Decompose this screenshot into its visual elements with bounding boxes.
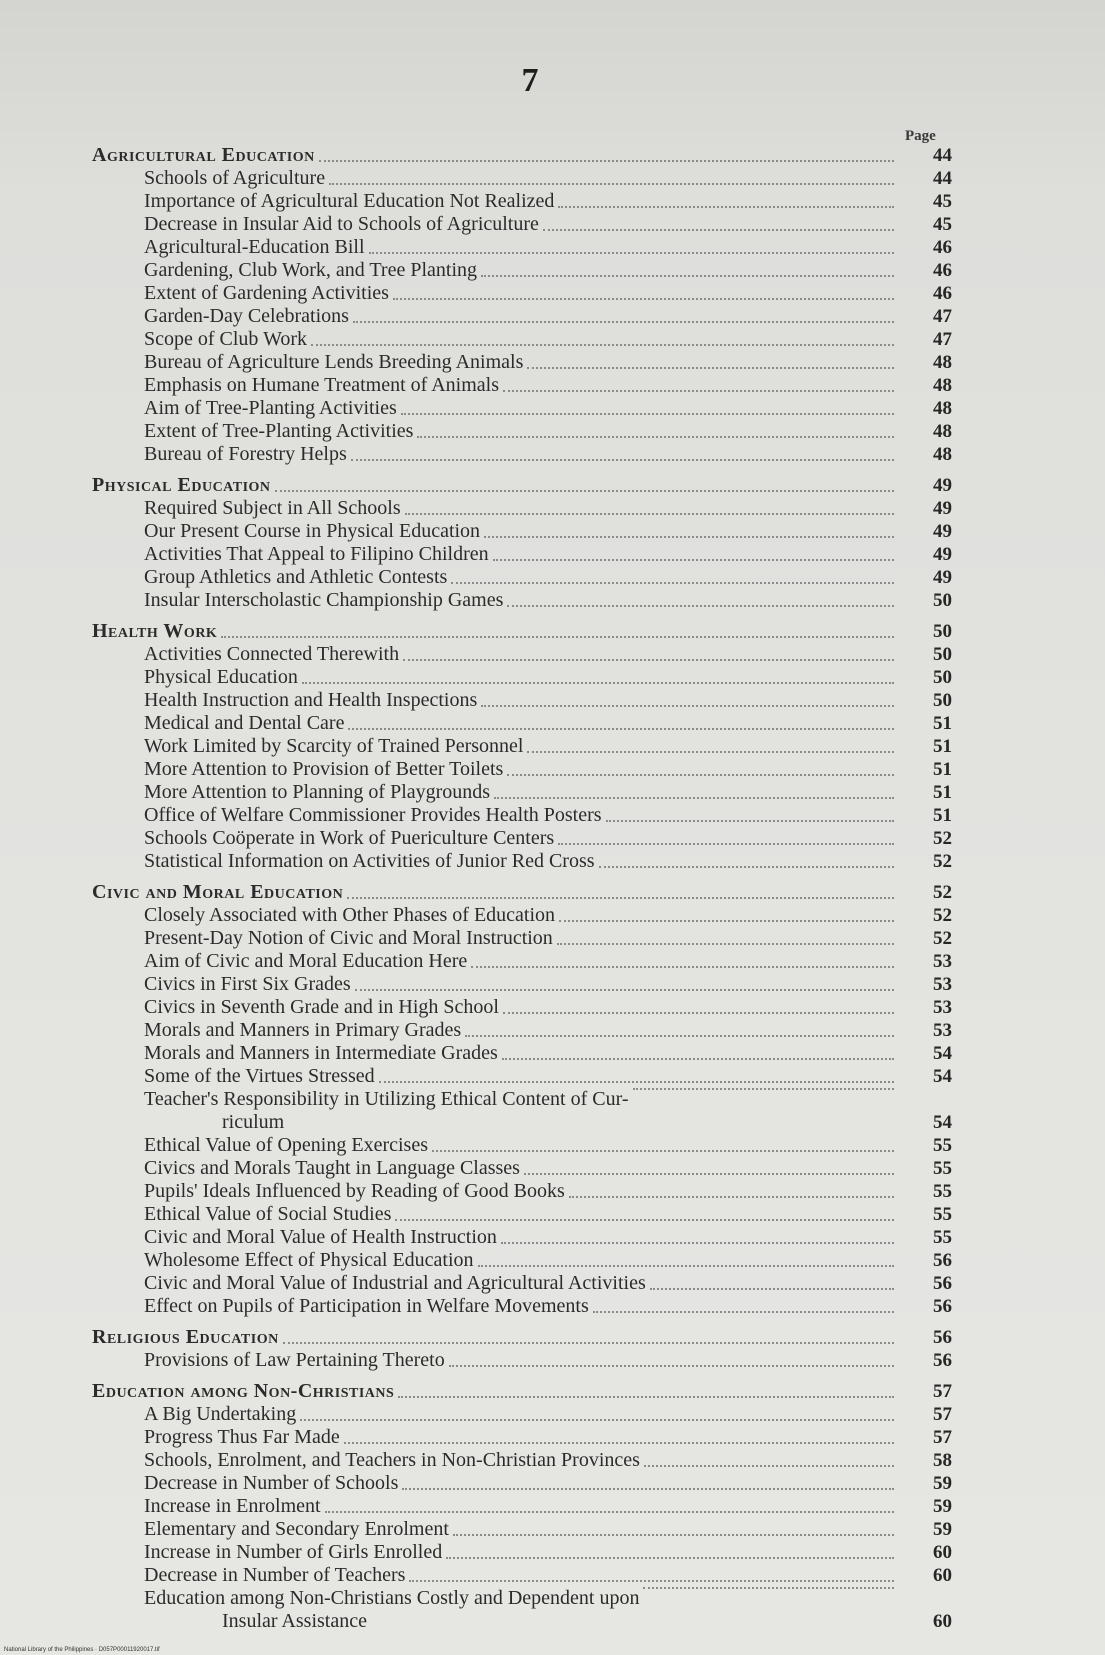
toc-entry-page-number: 51 bbox=[933, 782, 952, 803]
toc-entry bbox=[92, 190, 952, 213]
toc-entry bbox=[92, 712, 952, 735]
toc-entry bbox=[92, 236, 952, 259]
dot-leader bbox=[493, 559, 894, 561]
section-heading-page-number: 56 bbox=[933, 1327, 952, 1348]
toc-entry-label-line1: Teacher's Responsibility in Utilizing Ethical Content of Cur- bbox=[144, 1088, 629, 1110]
toc-entry bbox=[92, 167, 952, 190]
toc-entry bbox=[92, 1495, 952, 1518]
toc-entry-label: Increase in Enrolment bbox=[144, 1495, 321, 1517]
dot-leader bbox=[527, 751, 894, 753]
toc-entry-page-number: 45 bbox=[933, 191, 952, 212]
toc-entry-label: Bureau of Agriculture Lends Breeding Animals bbox=[144, 351, 524, 373]
toc-entry-page-number: 55 bbox=[933, 1181, 952, 1202]
dot-leader bbox=[395, 1219, 894, 1221]
toc-entry bbox=[92, 950, 952, 973]
toc-entry-label: Our Present Course in Physical Education bbox=[144, 520, 481, 542]
toc-entry-page-number: 45 bbox=[933, 214, 952, 235]
toc-entry-page-number: 50 bbox=[933, 644, 952, 665]
dot-leader bbox=[558, 206, 894, 208]
toc-entry-label: Pupils' Ideals Influenced by Reading of Good Books bbox=[144, 1180, 565, 1202]
toc-entry bbox=[92, 520, 952, 543]
toc-entry bbox=[92, 259, 952, 282]
section-heading bbox=[92, 1380, 952, 1403]
toc-entry bbox=[92, 996, 952, 1019]
toc-entry-label bbox=[92, 1088, 629, 1134]
toc-entry-page-number: 49 bbox=[933, 521, 952, 542]
dot-leader bbox=[275, 490, 894, 492]
toc-entry-label: Some of the Virtues Stressed bbox=[144, 1065, 375, 1087]
dot-leader bbox=[481, 275, 894, 277]
toc-entry-label: Extent of Gardening Activities bbox=[144, 282, 389, 304]
toc-entry-page-number: 49 bbox=[933, 544, 952, 565]
dot-leader bbox=[311, 344, 894, 346]
toc-entry bbox=[92, 1403, 952, 1426]
toc-entry-page-number: 50 bbox=[933, 690, 952, 711]
toc-entry-page-number: 60 bbox=[933, 1611, 952, 1632]
toc-entry-page-number: 47 bbox=[933, 306, 952, 327]
toc-entry bbox=[92, 1564, 952, 1587]
toc-entry bbox=[92, 305, 952, 328]
toc-entry-label: Schools Coöperate in Work of Puericulture Centers bbox=[144, 827, 555, 849]
dot-leader bbox=[355, 989, 894, 991]
dot-leader bbox=[449, 1365, 894, 1367]
section-heading-label: Agricultural Education bbox=[92, 144, 315, 166]
toc-entry-page-number: 48 bbox=[933, 421, 952, 442]
dot-leader bbox=[402, 1488, 894, 1490]
toc-entry bbox=[92, 1587, 952, 1633]
toc-entry-label: Progress Thus Far Made bbox=[144, 1426, 340, 1448]
toc-entry-page-number: 50 bbox=[933, 590, 952, 611]
toc-entry-page-number: 47 bbox=[933, 329, 952, 350]
toc-entry-page-number: 49 bbox=[933, 498, 952, 519]
toc-entry bbox=[92, 1180, 952, 1203]
dot-leader bbox=[379, 1081, 894, 1083]
toc-entry-page-number: 60 bbox=[933, 1542, 952, 1563]
toc-entry-label: Schools of Agriculture bbox=[144, 167, 326, 189]
toc-entry-label-line2: riculum bbox=[222, 1111, 285, 1133]
section-heading-page-number: 50 bbox=[933, 621, 952, 642]
toc-entry-page-number: 51 bbox=[933, 736, 952, 757]
dot-leader bbox=[494, 797, 894, 799]
dot-leader bbox=[569, 1196, 894, 1198]
toc-entry-page-number: 49 bbox=[933, 567, 952, 588]
toc-entry-label: Civics and Morals Taught in Language Classes bbox=[144, 1157, 520, 1179]
toc-entry-label: Civics in First Six Grades bbox=[144, 973, 351, 995]
toc-entry-page-number: 58 bbox=[933, 1450, 952, 1471]
toc-entry-label-line1: Education among Non-Christians Costly and Dependent upon bbox=[144, 1587, 640, 1609]
toc-entry-label: A Big Undertaking bbox=[144, 1403, 297, 1425]
toc-entry-label: Gardening, Club Work, and Tree Planting bbox=[144, 259, 477, 281]
toc-entry-label: Insular Interscholastic Championship Games bbox=[144, 589, 504, 611]
toc-entry bbox=[92, 397, 952, 420]
dot-leader bbox=[451, 582, 894, 584]
toc-entry-page-number: 53 bbox=[933, 974, 952, 995]
dot-leader bbox=[507, 605, 894, 607]
toc-entry-label: Agricultural-Education Bill bbox=[144, 236, 365, 258]
toc-entry bbox=[92, 827, 952, 850]
toc-entry bbox=[92, 904, 952, 927]
dot-leader bbox=[643, 1587, 894, 1589]
dot-leader bbox=[319, 160, 894, 162]
toc-entry-label: Physical Education bbox=[144, 666, 298, 688]
dot-leader bbox=[501, 1242, 894, 1244]
toc-entry bbox=[92, 1295, 952, 1318]
toc-entry bbox=[92, 1349, 952, 1372]
dot-leader bbox=[369, 252, 895, 254]
dot-leader bbox=[481, 705, 894, 707]
scan-credit: National Library of the Philippines · D057P00011920017.tif bbox=[4, 1647, 160, 1653]
page-number: 7 bbox=[521, 62, 539, 99]
toc-entry bbox=[92, 1065, 952, 1088]
toc-entry-label: Elementary and Secondary Enrolment bbox=[144, 1518, 449, 1540]
dot-leader bbox=[478, 1265, 894, 1267]
toc-entry-label: Work Limited by Scarcity of Trained Personnel bbox=[144, 735, 524, 757]
toc-entry bbox=[92, 566, 952, 589]
toc-entry-page-number: 59 bbox=[933, 1496, 952, 1517]
toc-entry-page-number: 46 bbox=[933, 260, 952, 281]
dot-leader bbox=[559, 920, 894, 922]
toc-entry bbox=[92, 927, 952, 950]
toc-entry bbox=[92, 1518, 952, 1541]
toc-entry-label-line2: Insular Assistance bbox=[222, 1610, 367, 1632]
toc-entry-page-number: 50 bbox=[933, 667, 952, 688]
toc-entry bbox=[92, 643, 952, 666]
toc-entry-page-number: 56 bbox=[933, 1273, 952, 1294]
toc-entry-page-number: 54 bbox=[933, 1066, 952, 1087]
toc-entry bbox=[92, 689, 952, 712]
section-heading-label: Health Work bbox=[92, 620, 218, 642]
toc-entry-page-number: 57 bbox=[933, 1404, 952, 1425]
toc-entry-label: Decrease in Number of Schools bbox=[144, 1472, 399, 1494]
dot-leader bbox=[606, 820, 894, 822]
dot-leader bbox=[484, 536, 894, 538]
toc-entry-label: Decrease in Number of Teachers bbox=[144, 1564, 406, 1586]
toc-entry-page-number: 51 bbox=[933, 713, 952, 734]
toc-entry bbox=[92, 1272, 952, 1295]
toc-entry-label: Civics in Seventh Grade and in High School bbox=[144, 996, 499, 1018]
dot-leader bbox=[557, 943, 894, 945]
toc-entry-page-number: 48 bbox=[933, 398, 952, 419]
toc-entry bbox=[92, 666, 952, 689]
section-heading bbox=[92, 620, 952, 643]
toc-entry-page-number: 52 bbox=[933, 928, 952, 949]
dot-leader bbox=[465, 1035, 894, 1037]
toc-entry bbox=[92, 497, 952, 520]
toc-entry bbox=[92, 1042, 952, 1065]
toc-entry-label: Scope of Club Work bbox=[144, 328, 308, 350]
toc-entry-label: More Attention to Provision of Better Toilets bbox=[144, 758, 504, 780]
section-heading bbox=[92, 144, 952, 167]
toc-entry-label: More Attention to Planning of Playgrounds bbox=[144, 781, 491, 803]
toc-entry-label: Increase in Number of Girls Enrolled bbox=[144, 1541, 443, 1563]
toc-entry bbox=[92, 374, 952, 397]
toc-entry-label: Statistical Information on Activities of Junior Red Cross bbox=[144, 850, 595, 872]
toc-entry-label: Wholesome Effect of Physical Education bbox=[144, 1249, 474, 1271]
toc-entry-page-number: 48 bbox=[933, 375, 952, 396]
toc-entry bbox=[92, 1088, 952, 1134]
section-heading bbox=[92, 474, 952, 497]
toc-entry-page-number: 48 bbox=[933, 444, 952, 465]
page-column-header: Page bbox=[905, 128, 936, 144]
toc-entry-label: Bureau of Forestry Helps bbox=[144, 443, 347, 465]
dot-leader bbox=[401, 413, 894, 415]
toc-entry bbox=[92, 973, 952, 996]
dot-leader bbox=[417, 436, 894, 438]
toc-entry bbox=[92, 328, 952, 351]
toc-entry bbox=[92, 1449, 952, 1472]
section-heading bbox=[92, 881, 952, 904]
toc-entry bbox=[92, 1541, 952, 1564]
toc-entry-page-number: 48 bbox=[933, 352, 952, 373]
toc-entry bbox=[92, 1203, 952, 1226]
toc-entry-page-number: 52 bbox=[933, 851, 952, 872]
dot-leader bbox=[325, 1511, 894, 1513]
dot-leader bbox=[503, 390, 894, 392]
dot-leader bbox=[344, 1442, 894, 1444]
dot-leader bbox=[393, 298, 894, 300]
dot-leader bbox=[300, 1419, 894, 1421]
dot-leader bbox=[599, 866, 894, 868]
dot-leader bbox=[558, 843, 894, 845]
dot-leader bbox=[446, 1557, 894, 1559]
toc-entry bbox=[92, 1157, 952, 1180]
dot-leader bbox=[221, 636, 894, 638]
dot-leader bbox=[503, 1012, 894, 1014]
toc-entry bbox=[92, 1134, 952, 1157]
toc-entry bbox=[92, 543, 952, 566]
section-heading-label: Education among Non-Christians bbox=[92, 1380, 395, 1402]
dot-leader bbox=[502, 1058, 894, 1060]
section-heading bbox=[92, 1326, 952, 1349]
toc-entry-page-number: 52 bbox=[933, 905, 952, 926]
dot-leader bbox=[524, 1173, 894, 1175]
toc-entry bbox=[92, 351, 952, 374]
section-heading-page-number: 52 bbox=[933, 882, 952, 903]
toc-entry-label: Schools, Enrolment, and Teachers in Non-Christian Provinces bbox=[144, 1449, 640, 1471]
toc-entry-page-number: 53 bbox=[933, 997, 952, 1018]
section-heading-page-number: 49 bbox=[933, 475, 952, 496]
toc-entry-label: Required Subject in All Schools bbox=[144, 497, 401, 519]
toc-entry-page-number: 52 bbox=[933, 828, 952, 849]
toc-entry-label bbox=[92, 1587, 639, 1633]
toc-entry-label: Ethical Value of Social Studies bbox=[144, 1203, 392, 1225]
dot-leader bbox=[302, 682, 894, 684]
toc-entry-label: Present-Day Notion of Civic and Moral Instruction bbox=[144, 927, 553, 949]
dot-leader bbox=[353, 321, 894, 323]
toc-entry bbox=[92, 758, 952, 781]
section-heading-label: Physical Education bbox=[92, 474, 271, 496]
dot-leader bbox=[403, 659, 894, 661]
toc-entry-page-number: 54 bbox=[933, 1112, 952, 1133]
toc-entry-page-number: 51 bbox=[933, 759, 952, 780]
toc-entry-label: Aim of Tree-Planting Activities bbox=[144, 397, 397, 419]
section-heading-page-number: 57 bbox=[933, 1381, 952, 1402]
toc-entry bbox=[92, 1019, 952, 1042]
dot-leader bbox=[593, 1311, 894, 1313]
toc-entry-page-number: 59 bbox=[933, 1519, 952, 1540]
toc-entry bbox=[92, 850, 952, 873]
toc-entry-label: Closely Associated with Other Phases of Education bbox=[144, 904, 556, 926]
toc-entry-page-number: 54 bbox=[933, 1043, 952, 1064]
section-heading-label: Civic and Moral Education bbox=[92, 881, 344, 903]
section-heading-page-number: 44 bbox=[933, 145, 952, 166]
toc-entry bbox=[92, 213, 952, 236]
dot-leader bbox=[633, 1088, 895, 1090]
toc-entry bbox=[92, 1472, 952, 1495]
dot-leader bbox=[347, 897, 894, 899]
dot-leader bbox=[283, 1342, 894, 1344]
toc-entry bbox=[92, 735, 952, 758]
toc-entry-page-number: 56 bbox=[933, 1296, 952, 1317]
toc-entry bbox=[92, 589, 952, 612]
section-heading-label: Religious Education bbox=[92, 1326, 279, 1348]
toc-entry-label: Aim of Civic and Moral Education Here bbox=[144, 950, 468, 972]
toc-entry bbox=[92, 781, 952, 804]
toc-entry-page-number: 53 bbox=[933, 951, 952, 972]
toc-entry-label: Civic and Moral Value of Health Instruction bbox=[144, 1226, 497, 1248]
toc-entry bbox=[92, 282, 952, 305]
toc-entry-label: Morals and Manners in Primary Grades bbox=[144, 1019, 462, 1041]
toc-entry-page-number: 55 bbox=[933, 1204, 952, 1225]
toc-entry-page-number: 55 bbox=[933, 1135, 952, 1156]
dot-leader bbox=[409, 1580, 894, 1582]
toc-entry-label: Morals and Manners in Intermediate Grades bbox=[144, 1042, 498, 1064]
dot-leader bbox=[348, 728, 894, 730]
toc-entry bbox=[92, 1249, 952, 1272]
dot-leader bbox=[405, 513, 894, 515]
toc-entry-label: Group Athletics and Athletic Contests bbox=[144, 566, 448, 588]
toc-entry-page-number: 46 bbox=[933, 237, 952, 258]
toc-entry bbox=[92, 1426, 952, 1449]
dot-leader bbox=[644, 1465, 894, 1467]
dot-leader bbox=[453, 1534, 894, 1536]
toc-entry-page-number: 60 bbox=[933, 1565, 952, 1586]
toc-entry-label: Health Instruction and Health Inspections bbox=[144, 689, 478, 711]
toc-entry-page-number: 53 bbox=[933, 1020, 952, 1041]
dot-leader bbox=[543, 229, 894, 231]
toc-entry-page-number: 46 bbox=[933, 283, 952, 304]
toc-entry-page-number: 51 bbox=[933, 805, 952, 826]
toc-entry bbox=[92, 1226, 952, 1249]
toc-entry bbox=[92, 420, 952, 443]
toc-entry-page-number: 55 bbox=[933, 1158, 952, 1179]
dot-leader bbox=[650, 1288, 894, 1290]
toc-entry-label: Ethical Value of Opening Exercises bbox=[144, 1134, 428, 1156]
toc-entry-label: Activities Connected Therewith bbox=[144, 643, 400, 665]
toc-entry-label: Medical and Dental Care bbox=[144, 712, 345, 734]
toc-entry-label: Office of Welfare Commissioner Provides Health Posters bbox=[144, 804, 602, 826]
toc-entry-label: Effect on Pupils of Participation in Welfare Movements bbox=[144, 1295, 589, 1317]
toc-entry-label: Emphasis on Humane Treatment of Animals bbox=[144, 374, 499, 396]
toc-entry-page-number: 56 bbox=[933, 1250, 952, 1271]
toc-entry-page-number: 57 bbox=[933, 1427, 952, 1448]
toc-entry-label: Extent of Tree-Planting Activities bbox=[144, 420, 414, 442]
toc-entry-page-number: 44 bbox=[933, 168, 952, 189]
dot-leader bbox=[507, 774, 894, 776]
toc-entry bbox=[92, 804, 952, 827]
toc-entry-label: Provisions of Law Pertaining Thereto bbox=[144, 1349, 445, 1371]
toc-entry-label: Garden-Day Celebrations bbox=[144, 305, 349, 327]
toc-entry-label: Activities That Appeal to Filipino Children bbox=[144, 543, 489, 565]
toc-entry-label: Importance of Agricultural Education Not Realized bbox=[144, 190, 555, 212]
dot-leader bbox=[351, 459, 894, 461]
dot-leader bbox=[527, 367, 894, 369]
toc-entry-page-number: 56 bbox=[933, 1350, 952, 1371]
dot-leader bbox=[329, 183, 894, 185]
dot-leader bbox=[432, 1150, 894, 1152]
toc-entry bbox=[92, 443, 952, 466]
dot-leader bbox=[471, 966, 894, 968]
dot-leader bbox=[398, 1396, 894, 1398]
table-of-contents bbox=[92, 144, 952, 1633]
toc-entry-page-number: 55 bbox=[933, 1227, 952, 1248]
toc-entry-label: Decrease in Insular Aid to Schools of Agriculture bbox=[144, 213, 539, 235]
toc-entry-label: Civic and Moral Value of Industrial and Agricultural Activities bbox=[144, 1272, 646, 1294]
toc-entry-page-number: 59 bbox=[933, 1473, 952, 1494]
